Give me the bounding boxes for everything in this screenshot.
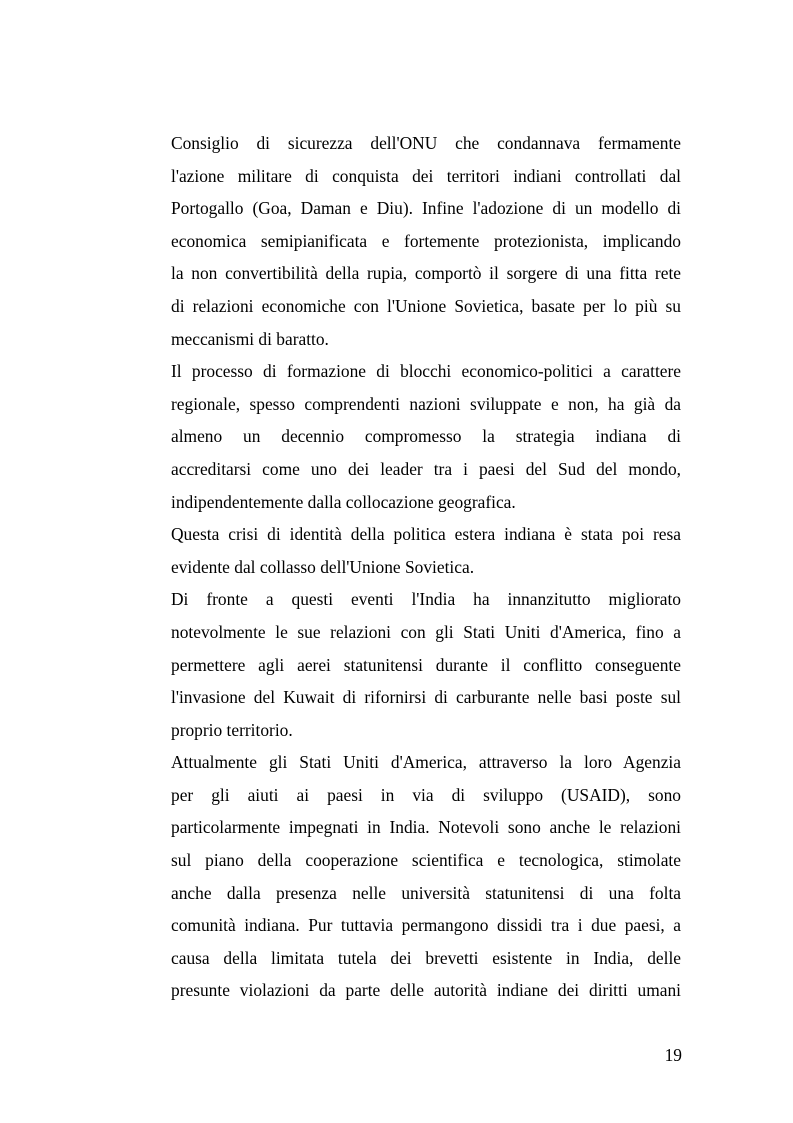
text-line: di relazioni economiche con l'Unione Sovietica, basate per lo più su xyxy=(171,295,681,316)
text-line: Portogallo (Goa, Daman e Diu). Infine l'adozione di un modello di xyxy=(171,198,681,219)
text-line: l'invasione del Kuwait di rifornirsi di carburante nelle basi poste sul xyxy=(171,687,681,708)
text-line: proprio territorio. xyxy=(171,719,293,740)
text-line: Questa crisi di identità della politica estera indiana è stata poi resa xyxy=(171,524,681,545)
text-line: anche dalla presenza nelle università statunitensi di una folta xyxy=(171,882,681,903)
text-line: Di fronte a questi eventi l'India ha innanzitutto migliorato xyxy=(171,589,681,610)
text-line: almeno un decennio compromesso la strategia indiana di xyxy=(171,426,681,447)
text-line: comunità indiana. Pur tuttavia permangono dissidi tra i due paesi, a xyxy=(171,915,681,936)
text-line: la non convertibilità della rupia, comportò il sorgere di una fitta rete xyxy=(171,263,681,284)
text-line: l'azione militare di conquista dei territori indiani controllati dal xyxy=(171,165,681,186)
text-line: causa della limitata tutela dei brevetti esistente in India, delle xyxy=(171,947,681,968)
text-line: indipendentemente dalla collocazione geografica. xyxy=(171,491,516,512)
text-line: sul piano della cooperazione scientifica e tecnologica, stimolate xyxy=(171,850,681,871)
text-line: Attualmente gli Stati Uniti d'America, attraverso la loro Agenzia xyxy=(171,752,681,773)
text-line: accreditarsi come uno dei leader tra i paesi del Sud del mondo, xyxy=(171,458,681,479)
paragraph xyxy=(171,127,681,355)
paragraph xyxy=(171,746,681,1007)
text-line: Consiglio di sicurezza dell'ONU che condannava fermamente xyxy=(171,133,681,153)
text-line: meccanismi di baratto. xyxy=(171,328,329,349)
text-line: particolarmente impegnati in India. Notevoli sono anche le relazioni xyxy=(171,817,681,838)
page-number: 19 xyxy=(664,1045,682,1065)
page-body xyxy=(171,127,681,1007)
paragraph xyxy=(171,355,681,518)
text-line: permettere agli aerei statunitensi durante il conflitto conseguente xyxy=(171,654,681,675)
text-line: per gli aiuti ai paesi in via di sviluppo (USAID), sono xyxy=(171,784,681,805)
text-line: notevolmente le sue relazioni con gli Stati Uniti d'America, fino a xyxy=(171,621,681,642)
text-line: economica semipianificata e fortemente protezionista, implicando xyxy=(171,230,681,251)
text-line: evidente dal collasso dell'Unione Sovietica. xyxy=(171,556,475,577)
paragraph xyxy=(171,518,681,583)
text-line: Il processo di formazione di blocchi economico-politici a carattere xyxy=(171,361,681,382)
text-line: regionale, spesso comprendenti nazioni sviluppate e non, ha già da xyxy=(171,393,681,414)
text-line: presunte violazioni da parte delle autorità indiane dei diritti umani xyxy=(171,980,681,1001)
paragraph xyxy=(171,583,681,746)
